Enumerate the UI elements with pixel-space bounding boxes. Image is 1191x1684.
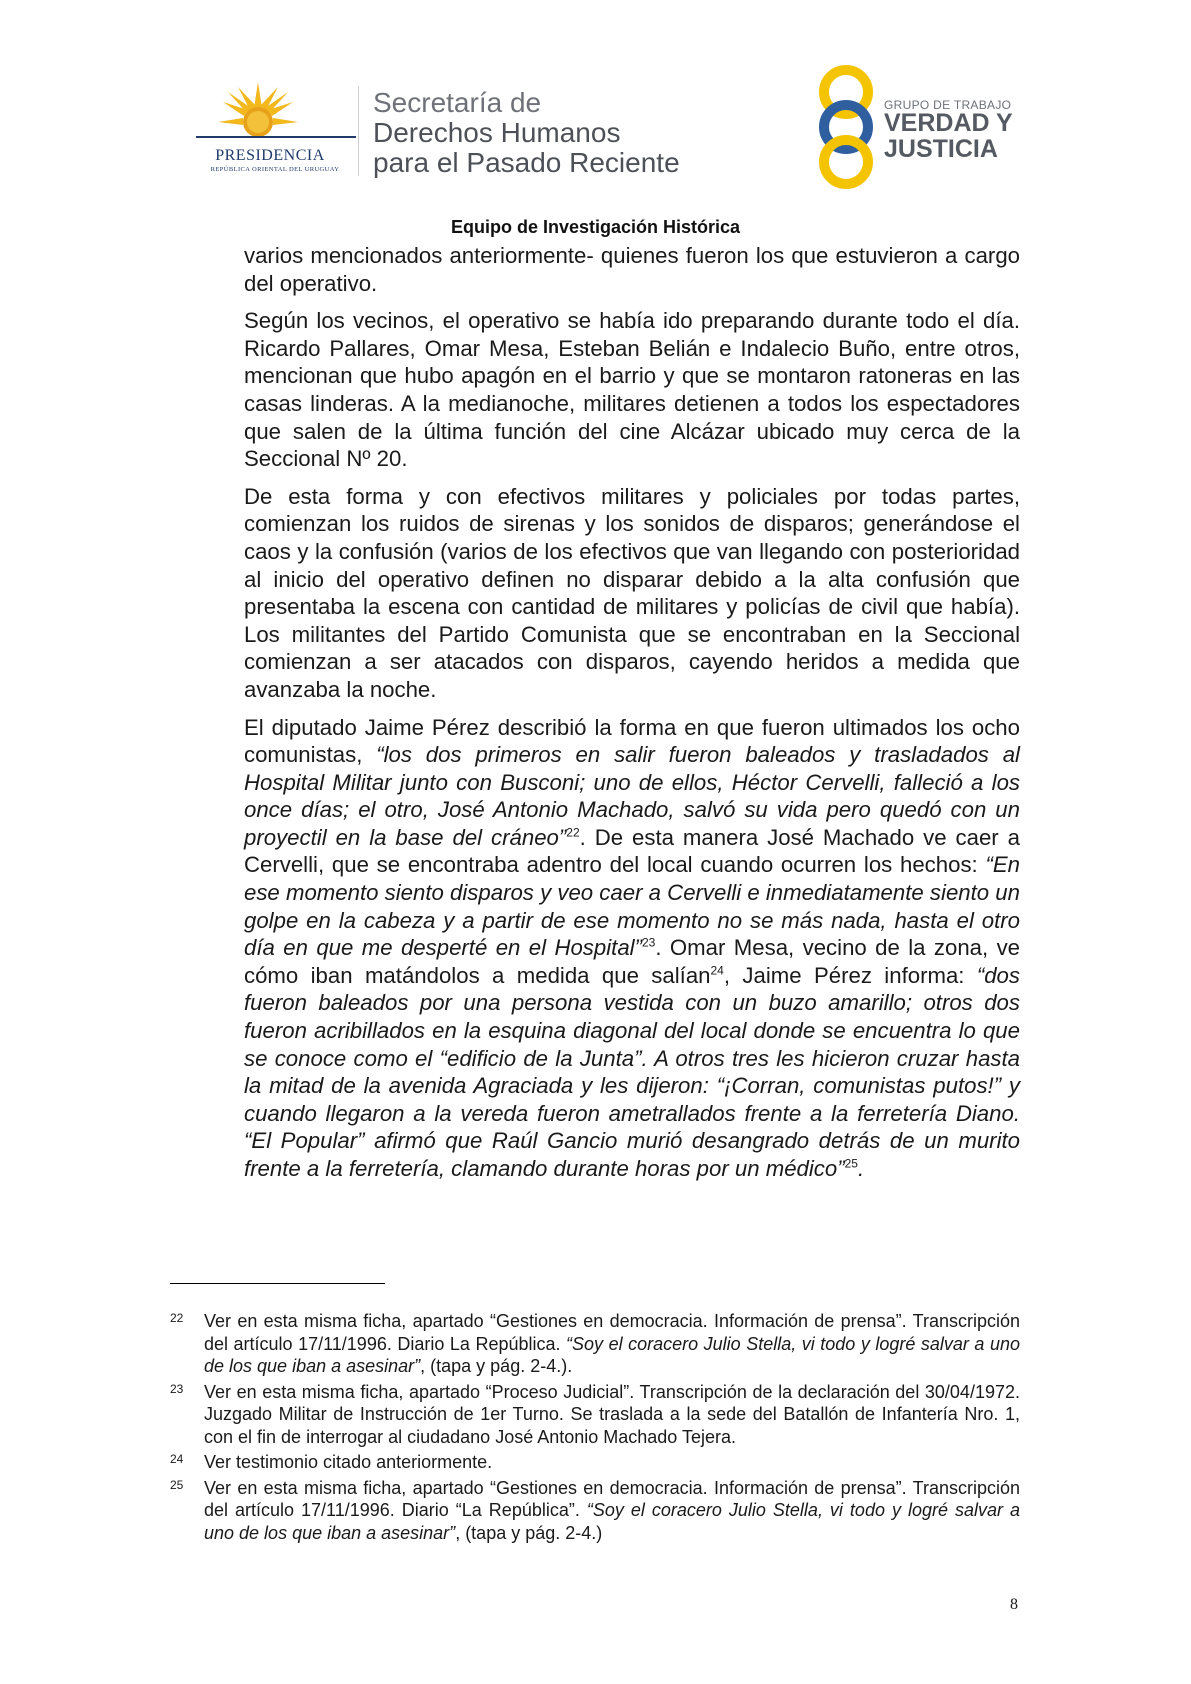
- p4-quote-perez-2: “dos fueron baleados por una persona vestida con un buzo amarillo; otros dos fueron acribillados en la esquina diagonal del local donde se encuentra lo que se conoce como el “edificio de la Junta”. A otros tres les hicieron cruzar hasta la mitad de la avenida Agraciada y les dijeron: “¡Corran, comunistas putos!” y cuando llegaron a la vereda fueron ametrallados frente a la ferretería Diano. “El Popular” afirmó que Raúl Gancio murió desangrado detrás de un murito frente a la ferretería, clamando durante horas por un médico”: [244, 962, 1020, 1181]
- footnote-text-c: , (tapa y pág. 2-4.): [455, 1522, 603, 1543]
- footnote-text-a: Ver en esta misma ficha, apartado “Gestiones en democracia. Información de prensa”. Transcripción del artículo 17/11/1996. Diario La República.: [204, 1311, 1020, 1354]
- p4-text-h: .: [857, 1156, 865, 1181]
- p4-text-f: , Jaime Pérez informa:: [723, 962, 977, 988]
- secretaria-line-3: para el Pasado Reciente: [373, 147, 680, 178]
- grupo-label: GRUPO DE TRABAJO: [884, 98, 1012, 112]
- header-separator: [358, 86, 359, 176]
- paragraph-1: varios mencionados anteriormente- quienes fueron los que estuvieron a cargo del operativo.: [244, 243, 1020, 296]
- main-body: [244, 242, 1020, 1193]
- footnote-ref-24[interactable]: 24: [710, 963, 724, 978]
- presidencia-subtitle: REPÚBLICA ORIENTAL DEL URUGUAY: [210, 166, 340, 173]
- p4-text-c: . De esta manera José Machado ve caer a Cervelli, que se encontraba adentro del local cuando ocurren los hechos:: [244, 824, 1020, 878]
- presidencia-label: PRESIDENCIA: [215, 147, 325, 164]
- footnote-divider: [170, 1283, 385, 1284]
- footnote-number: 25: [170, 1477, 184, 1492]
- p4-text-a: El diputado Jaime Pérez describió la forma en que fueron ultimados los ocho comunistas,: [244, 714, 1020, 768]
- p4-quote-machado: “En ese momento siento disparos y veo caer a Cervelli e inmediatamente siento un golpe en la cabeza y a partir de ese momento no se más nada, hasta el otro día en que me desperté en el Hospital”: [244, 852, 1020, 961]
- footnote-text-italic: “Soy el coracero Julio Stella, vi todo y logré salvar a uno de los que iban a asesinar”: [204, 1500, 1020, 1543]
- grupo-title: [884, 110, 1013, 162]
- footnote-ref-22[interactable]: 22: [566, 825, 580, 840]
- footnote-ref-25[interactable]: 25: [844, 1156, 858, 1171]
- secretaria-line-2: Derechos Humanos: [373, 117, 621, 148]
- footnote-text: [204, 1477, 1020, 1545]
- paragraph-4: [244, 714, 1020, 1183]
- footnote-text: Ver testimonio citado anteriormente.: [204, 1452, 493, 1472]
- footnote-22: [170, 1310, 1020, 1378]
- p4-text-e: . Omar Mesa, vecino de la zona, ve cómo iban matándolos a medida que salían: [244, 935, 1020, 988]
- page-header: [0, 0, 1191, 215]
- footnote-number: 22: [170, 1311, 184, 1325]
- grupo-title-line-1: VERDAD Y: [884, 109, 1013, 137]
- footnotes: [170, 1310, 1020, 1547]
- p4-quote-perez: “los dos primeros en salir fueron baleados y trasladados al Hospital Militar junto con Busconi; uno de ellos, Héctor Cervelli, falleció a los once días; el otro, José Antonio Machado, salvó su vida pero quedó con un proyectil en la base del cráneo”: [244, 742, 1020, 850]
- footnote-number: 23: [170, 1381, 184, 1396]
- footnote-24: [170, 1451, 1020, 1474]
- grupo-title-line-2: JUSTICIA: [884, 135, 998, 163]
- footnote-23: [170, 1381, 1020, 1449]
- footnote-ref-23[interactable]: 23: [642, 935, 656, 950]
- footnote-text-italic: “Soy el coracero Julio Stella, vi todo y logré salvar a uno de los que iban a asesinar”: [204, 1333, 1020, 1376]
- footnote-text-a: Ver en esta misma ficha, apartado “Gestiones en democracia. Información de prensa”. Transcripción del artículo 17/11/1996. Diario “La República”.: [204, 1477, 1020, 1520]
- secretaria-line-1: Secretaría de: [373, 87, 542, 118]
- footnote-number: 24: [170, 1452, 184, 1466]
- footnote-text-c: , (tapa y pág. 2-4.).: [420, 1356, 573, 1376]
- footnote-text: [204, 1310, 1020, 1378]
- page-number: 8: [1010, 1596, 1018, 1613]
- footnote-25: [170, 1477, 1020, 1545]
- paragraph-3: De esta forma y con efectivos militares y policiales por todas partes, comienzan los ruidos de sirenas y los sonidos de disparos; generándose el caos y la confusión (varios de los efectivos que van llegando con posterioridad al inicio del operativo definen no disparar debido a la alta confusión que presentaba la escena con cantidad de militares y policías de civil que había). Los militantes del Partido Comunista que se encontraban en la Seccional comienzan a ser atacados con disparos, cayendo heridos a medida que avanzaba la noche.: [244, 483, 1020, 702]
- paragraph-2: Según los vecinos, el operativo se había ido preparando durante todo el día. Ricardo Pallares, Omar Mesa, Esteban Belián e Indalecio Buño, entre otros, mencionan que hubo apagón en el barrio y que se montaron ratoneras en las casas linderas. A la medianoche, militares detienen a todos los espectadores que salen de la última función del cine Alcázar ubicado muy cerca de la Seccional Nº 20.: [244, 308, 1020, 472]
- secretaria-title: [373, 88, 680, 178]
- footnote-text: Ver en esta misma ficha, apartado “Proceso Judicial”. Transcripción de la declaración del 30/04/1972. Juzgado Militar de Instrucción de 1er Turno. Se traslada a la sede del Batallón de Infantería Nro. 1, con el fin de interrogar al ciudadano José Antonio Machado Tejera.: [204, 1381, 1020, 1447]
- equipo-title: Equipo de Investigación Histórica: [450, 217, 741, 237]
